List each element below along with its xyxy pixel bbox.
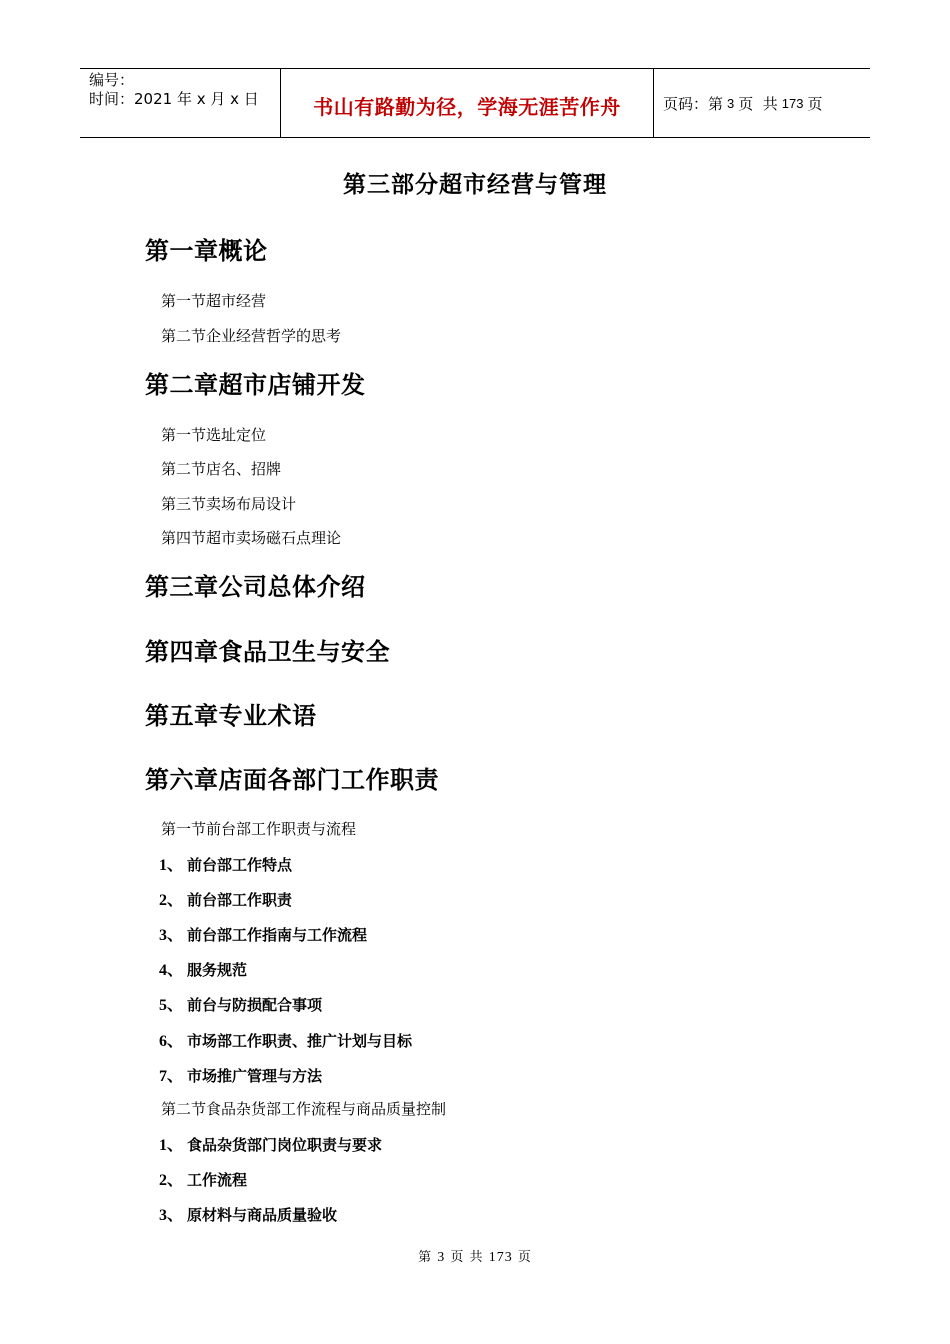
item-index: 2、 (159, 1172, 184, 1189)
page-total: 173 (781, 95, 804, 111)
time-line (89, 90, 280, 109)
item-text: 食品杂货部门岗位职责与要求 (187, 1136, 383, 1154)
item-index: 3、 (159, 927, 184, 944)
header-motto-cell (281, 69, 654, 137)
header-meta-cell (80, 69, 281, 137)
chapter-heading: 第四章食品卫生与安全 (145, 637, 390, 666)
time-label: 时间： (89, 90, 135, 108)
item-text: 前台与防损配合事项 (187, 996, 323, 1014)
item-index: 7、 (159, 1068, 184, 1085)
chapter-heading: 第一章概论 (145, 236, 268, 265)
section-item: 第一节超市经营 (161, 292, 267, 310)
list-item (159, 852, 292, 875)
number-label: 编号： (89, 71, 135, 89)
item-text: 工作流程 (187, 1171, 248, 1189)
page-prefix: 页码：第 (663, 94, 724, 113)
item-text: 市场部工作职责、推广计划与目标 (187, 1032, 413, 1050)
item-index: 5、 (159, 997, 184, 1014)
header-page-cell (654, 69, 870, 137)
list-item (159, 1028, 412, 1051)
list-item (159, 1132, 382, 1155)
footer-prefix: 第 (418, 1250, 433, 1265)
chapter-heading: 第二章超市店铺开发 (145, 370, 366, 399)
page-header (80, 68, 870, 138)
list-item (159, 1063, 322, 1086)
footer-suffix: 页 (517, 1250, 532, 1265)
page-footer (0, 1246, 950, 1266)
item-index: 4、 (159, 962, 184, 979)
item-text: 前台部工作指南与工作流程 (187, 926, 368, 944)
section-item: 第一节选址定位 (161, 426, 267, 444)
item-index: 2、 (159, 892, 184, 909)
item-index: 1、 (159, 1137, 184, 1154)
list-item (159, 957, 247, 980)
chapter-heading: 第三章公司总体介绍 (145, 572, 366, 601)
page-mid: 页 共 (738, 94, 778, 113)
list-item (159, 922, 367, 945)
item-index: 3、 (159, 1207, 184, 1224)
item-text: 原材料与商品质量验收 (187, 1206, 338, 1224)
footer-mid: 页 共 (450, 1250, 484, 1265)
list-item (159, 1167, 247, 1190)
item-text: 前台部工作职责 (187, 891, 293, 909)
item-text: 市场推广管理与方法 (187, 1067, 323, 1085)
time-value: 2021 年 x 月 x 日 (134, 90, 259, 108)
motto: 书山有路勤为径，学海无涯苦作舟 (313, 94, 621, 119)
item-text: 前台部工作特点 (187, 856, 293, 874)
section-item: 第二节店名、招牌 (161, 460, 282, 478)
section-item: 第二节食品杂货部工作流程与商品质量控制 (161, 1100, 447, 1118)
footer-current: 3 (437, 1250, 446, 1265)
list-item (159, 1202, 337, 1225)
section-item: 第一节前台部工作职责与流程 (161, 820, 357, 838)
chapter-heading: 第六章店面各部门工作职责 (145, 765, 439, 794)
section-item: 第二节企业经营哲学的思考 (161, 327, 342, 345)
list-item (159, 887, 292, 910)
list-item (159, 992, 322, 1015)
page-current: 3 (727, 95, 735, 111)
item-index: 6、 (159, 1033, 184, 1050)
section-item: 第四节超市卖场磁石点理论 (161, 529, 342, 547)
chapter-heading: 第五章专业术语 (145, 701, 317, 730)
footer-total: 173 (488, 1250, 513, 1265)
page-suffix: 页 (807, 94, 823, 113)
item-text: 服务规范 (187, 961, 248, 979)
section-item: 第三节卖场布局设计 (161, 495, 297, 513)
item-index: 1、 (159, 857, 184, 874)
document-title: 第三部分超市经营与管理 (343, 171, 607, 198)
